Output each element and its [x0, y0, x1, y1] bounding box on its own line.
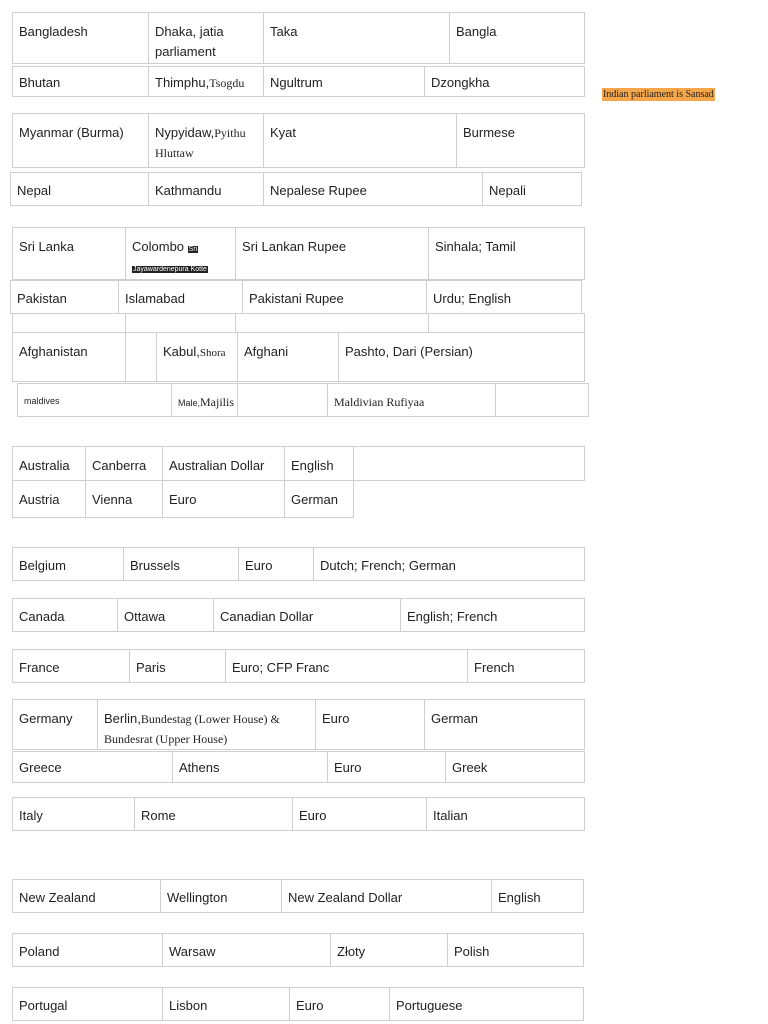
capital-text: Nypyidaw,: [155, 125, 215, 140]
currency-cell: Pakistani Rupee: [242, 280, 427, 314]
capital-cell: Lisbon: [162, 987, 290, 1021]
country-cell: Bhutan: [12, 66, 149, 97]
capital-cell: Islamabad: [118, 280, 243, 314]
language-cell: English: [284, 446, 354, 481]
language-cell: French: [467, 649, 585, 683]
country-cell: Myanmar (Burma): [12, 113, 149, 168]
country-cell: Australia: [12, 446, 86, 481]
capital-cell: Athens: [172, 751, 328, 783]
capital-cell: [125, 227, 236, 280]
currency-cell: Euro; CFP Franc: [225, 649, 468, 683]
language-cell: Portuguese: [389, 987, 584, 1021]
language-cell: Greek: [445, 751, 585, 783]
capital-cell: Rome: [134, 797, 293, 831]
capital-extra: Jayawardenepura Kotte: [133, 266, 207, 273]
capital-cell: [97, 699, 316, 750]
country-cell: Portugal: [12, 987, 163, 1021]
country-cell: Greece: [12, 751, 173, 783]
country-cell: [17, 383, 172, 417]
capital-cell: [156, 332, 238, 382]
highlighted-note: Indian parliament is Sansad: [603, 89, 714, 100]
currency-cell: [327, 383, 496, 417]
capital-badge: Sri: [188, 246, 198, 253]
language-cell: German: [284, 480, 354, 518]
country-cell: New Zealand: [12, 879, 161, 913]
currency-cell: Afghani: [237, 332, 339, 382]
language-cell: Italian: [426, 797, 585, 831]
capital-cell: Canberra: [85, 446, 163, 481]
language-cell: Nepali: [482, 172, 582, 206]
currency-cell: Ngultrum: [263, 66, 425, 97]
parliament-text: Pyithu Hluttaw: [155, 126, 246, 160]
language-cell: German: [424, 699, 585, 750]
country-cell: Poland: [12, 933, 163, 967]
currency-cell: Taka: [263, 12, 450, 64]
language-cell: English: [491, 879, 584, 913]
language-cell: Dzongkha: [424, 66, 585, 97]
capital-cell: Brussels: [123, 547, 239, 581]
country-cell: Bangladesh: [12, 12, 149, 64]
country-cell: Nepal: [10, 172, 149, 206]
currency-text: Maldivian Rufiyaa: [334, 395, 425, 409]
country-cell: Italy: [12, 797, 135, 831]
language-cell: Pashto, Dari (Persian): [338, 332, 585, 382]
capital-cell: Wellington: [160, 879, 282, 913]
capital-text: Kabul,: [163, 344, 200, 359]
empty-cell: [125, 313, 236, 333]
capital-cell: Ottawa: [117, 598, 214, 632]
capital-text: Berlin,: [104, 711, 141, 726]
currency-cell: Euro: [315, 699, 425, 750]
currency-cell: Euro: [292, 797, 427, 831]
language-cell: English; French: [400, 598, 585, 632]
country-cell: Germany: [12, 699, 98, 750]
capital-cell: Warsaw: [162, 933, 331, 967]
currency-cell: Australian Dollar: [162, 446, 285, 481]
capital-cell: [171, 383, 238, 417]
country-cell: Austria: [12, 480, 86, 518]
currency-cell: Euro: [238, 547, 314, 581]
country-cell: Afghanistan: [12, 332, 126, 382]
currency-cell: Euro: [289, 987, 390, 1021]
parliament-text: Majilis: [200, 395, 235, 409]
currency-cell: New Zealand Dollar: [281, 879, 492, 913]
currency-cell: Euro: [327, 751, 446, 783]
language-cell: Bangla: [449, 12, 585, 64]
currency-cell: Sri Lankan Rupee: [235, 227, 429, 280]
currency-cell: Euro: [162, 480, 285, 518]
language-cell: Sinhala; Tamil: [428, 227, 585, 280]
country-text: maldives: [24, 396, 60, 406]
empty-cell: [12, 313, 126, 333]
language-cell: Dutch; French; German: [313, 547, 585, 581]
capital-text: Male,: [178, 398, 201, 408]
empty-cell: [428, 313, 585, 333]
country-cell: Pakistan: [10, 280, 119, 314]
currency-cell: Złoty: [330, 933, 448, 967]
capital-cell: Vienna: [85, 480, 163, 518]
country-cell: Canada: [12, 598, 118, 632]
country-cell: Belgium: [12, 547, 124, 581]
language-cell: Burmese: [456, 113, 585, 168]
parliament-text: Bundestag (Lower House) & Bundesrat (Upper House): [104, 712, 280, 746]
empty-cell: [353, 446, 585, 481]
capital-cell: [148, 113, 264, 168]
country-cell: France: [12, 649, 130, 683]
parliament-text: Tsogdu: [209, 76, 245, 90]
language-cell: Urdu; English: [426, 280, 582, 314]
language-cell: Polish: [447, 933, 584, 967]
capital-cell: Paris: [129, 649, 226, 683]
language-cell: [495, 383, 589, 417]
currency-cell: Kyat: [263, 113, 457, 168]
capital-cell: [148, 66, 264, 97]
currency-cell: Nepalese Rupee: [263, 172, 483, 206]
capital-text: Thimphu,: [155, 75, 210, 90]
country-cell: Sri Lanka: [12, 227, 126, 280]
currency-cell: Canadian Dollar: [213, 598, 401, 632]
capital-cell: Kathmandu: [148, 172, 264, 206]
capital-cell: Dhaka, jatia parliament: [148, 12, 264, 64]
empty-cell: [237, 383, 328, 417]
capital-text: Colombo: [132, 239, 185, 254]
parliament-text: Shora: [199, 347, 226, 359]
empty-cell: [125, 332, 157, 382]
